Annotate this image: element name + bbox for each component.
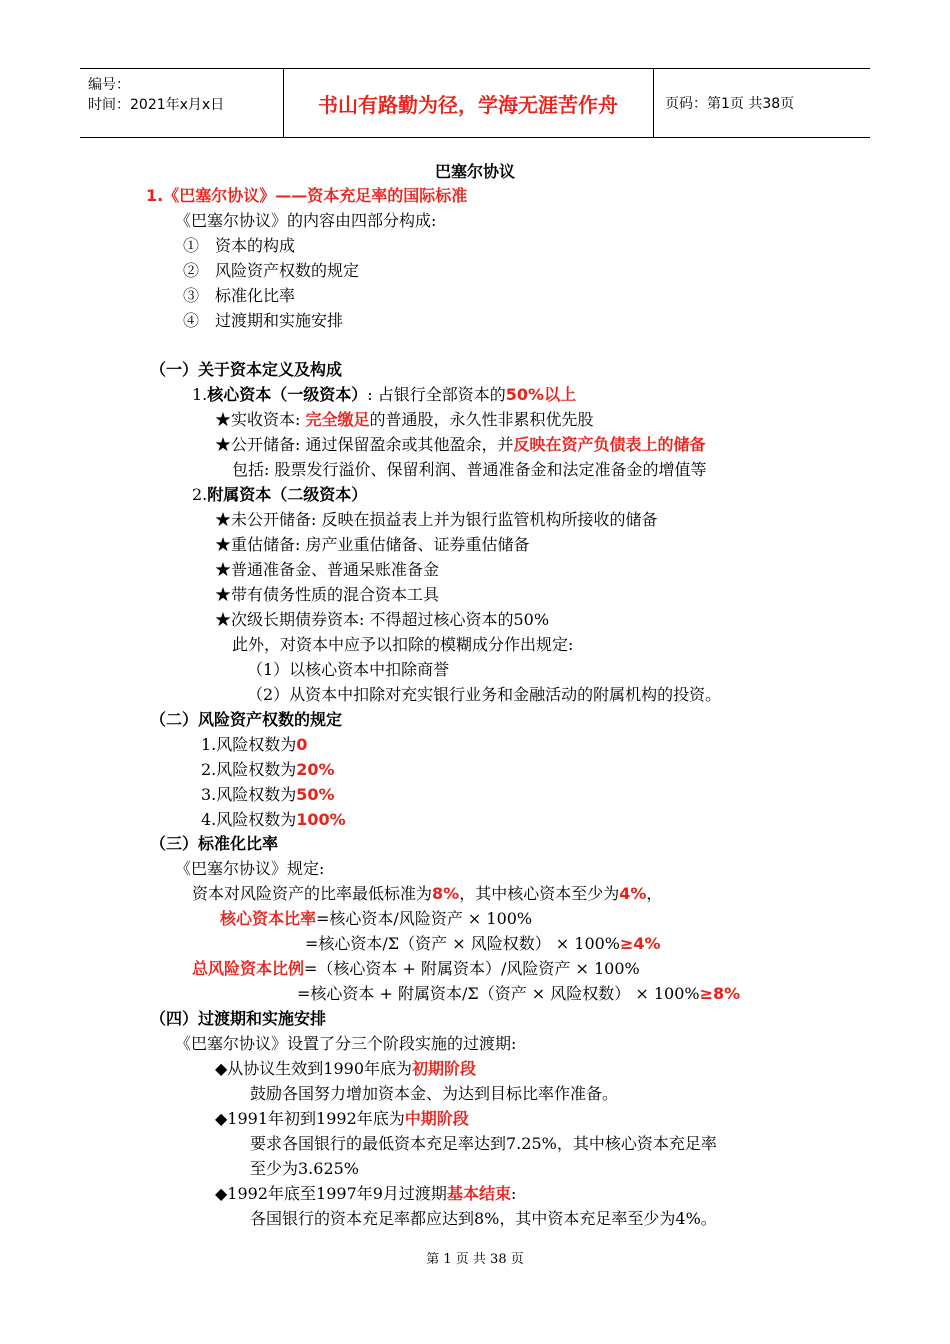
risk-weight-value: 20% [296,760,335,779]
page-header [80,68,870,138]
page-footer: 第 1 页 共 38 页 [426,1252,524,1267]
doc-number-label: 编号： [88,77,130,93]
list-item: ★重估储备: 房产业重估储备、证券重估储备 [215,535,530,554]
doc-time-label: 时间：2021年x月x日 [88,97,225,113]
core-capital-share: 50%以上 [505,385,577,404]
core-ratio-expression: =核心资本/风险资产 × 100% [316,909,533,928]
paid-in-desc: 的普通股，永久性非累积优先股 [369,410,594,429]
phase-1-period: ◆从协议生效到1990年底为 [215,1059,413,1078]
core-minimum-value: 4% [619,884,647,903]
total-ratio-formula [192,958,640,980]
total-ratio-expression: =（核心资本 + 附属资本）/风险资产 × 100% [304,959,640,978]
risk-weight-value: 0 [296,735,308,754]
risk-weight-row [201,759,335,781]
core-ratio-formula [220,908,532,930]
risk-weight-label: 4.风险权数为 [201,810,297,829]
risk-weight-value: 100% [296,810,346,829]
part-3-intro: 《巴塞尔协议》规定: [175,859,325,878]
phase-2-desc-cont: 至少为3.625% [250,1159,360,1178]
deduction-intro: 此外，对资本中应予以扣除的模糊成分作出规定: [232,635,574,654]
list-item: ★带有债务性质的混合资本工具 [215,585,440,604]
phase-3-line [215,1183,516,1205]
phase-3-desc: 各国银行的资本充足率都应达到8%，其中资本充足率至少为4%。 [250,1209,717,1228]
phase-2-line [215,1108,469,1130]
list-item: ① 资本的构成 [183,236,296,255]
total-ratio-expanded-expression: =核心资本 + 附属资本/Σ（资产 × 风险权数） × 100% [297,984,700,1003]
phase-2-desc: 要求各国银行的最低资本充足率达到7.25%，其中核心资本充足率 [250,1134,717,1153]
disclosed-reserve-desc: ★公开储备: 通过保留盈余或其他盈余，并 [215,435,514,454]
phase-3-name: 基本结束 [446,1184,511,1203]
part-4-heading: （四）过渡期和实施安排 [150,1009,327,1028]
list-item: ③ 标准化比率 [183,286,296,305]
list-item: ★次级长期债券资本: 不得超过核心资本的50% [215,610,550,629]
total-ratio-label: 总风险资本比例 [192,959,305,978]
section-1-intro: 《巴塞尔协议》的内容由四部分构成: [175,211,437,230]
risk-weight-label: 2.风险权数为 [201,760,297,779]
phase-1-desc: 鼓励各国努力增加资本金、为达到目标比率作准备。 [250,1084,619,1103]
disclosed-reserve-highlight: 反映在资产负债表上的储备 [513,435,706,454]
risk-weight-row [201,784,335,806]
core-capital-term: 核心资本（一级资本） [207,385,368,404]
part-3-heading: （三）标准化比率 [150,834,279,853]
phase-3-period: ◆1992年底至1997年9月过渡期 [215,1184,447,1203]
phase-1-line [215,1058,476,1080]
supplementary-term: 附属资本（二级资本） [207,485,368,504]
deduction-item: （1）以核心资本中扣除商誉 [247,660,450,679]
header-motto: 书山有路勤为径，学海无涯苦作舟 [318,92,618,117]
list-item: ★普通准备金、普通呆账准备金 [215,560,440,579]
reserve-includes: 包括: 股票发行溢价、保留利润、普通准备金和法定准备金的增值等 [232,460,707,479]
total-ratio-formula-expanded [297,983,740,1005]
punctuation: ， [646,884,663,903]
list-item: ② 风险资产权数的规定 [183,261,360,280]
core-ratio-formula-expanded [305,933,661,955]
risk-weight-label: 3.风险权数为 [201,785,297,804]
minimum-ratio-line [192,883,662,905]
total-ratio-threshold: ≥8% [699,984,741,1003]
phase-2-name: 中期阶段 [404,1109,469,1128]
core-ratio-threshold: ≥4% [620,934,661,953]
minimum-ratio-value: 8% [432,884,460,903]
phase-1-name: 初期阶段 [412,1059,477,1078]
supplementary-capital-line [192,484,367,506]
risk-weight-value: 50% [296,785,335,804]
minimum-ratio-desc: 资本对风险资产的比率最低标准为 [192,884,433,903]
core-capital-line [192,384,576,406]
deduction-item: （2）从资本中扣除对充实银行业务和金融活动的附属机构的投资。 [247,685,722,704]
header-page-label: 页码：第1页 共38页 [665,96,795,112]
part-1-heading: （一）关于资本定义及构成 [150,360,343,379]
supplementary-number: 2. [192,485,208,504]
risk-weight-row [201,734,307,756]
phase-2-period: ◆1991年初到1992年底为 [215,1109,405,1128]
core-ratio-label: 核心资本比率 [220,909,317,928]
core-capital-desc: : 占银行全部资本的 [367,385,506,404]
header-meta [88,75,224,115]
risk-weight-row [201,809,346,831]
core-minimum-desc: ，其中核心资本至少为 [459,884,620,903]
paid-in-capital-line [215,409,594,431]
list-item: ★未公开储备: 反映在损益表上并为银行监管机构所接收的储备 [215,510,658,529]
list-item: ④ 过渡期和实施安排 [183,311,344,330]
punctuation: : [510,1184,517,1203]
header-divider [653,69,654,137]
section-1-heading: 1.《巴塞尔协议》——资本充足率的国际标准 [146,186,468,205]
risk-weight-label: 1.风险权数为 [201,735,297,754]
part-4-intro: 《巴塞尔协议》设置了分三个阶段实施的过渡期: [175,1034,517,1053]
core-ratio-expanded-expression: =核心资本/Σ（资产 × 风险权数） × 100% [305,934,621,953]
doc-title: 巴塞尔协议 [434,162,515,181]
paid-in-highlight: 完全缴足 [305,410,370,429]
core-capital-number: 1. [192,385,208,404]
paid-in-label: ★实收资本: [215,410,306,429]
disclosed-reserve-line [215,434,706,456]
part-2-heading: （二）风险资产权数的规定 [150,710,343,729]
